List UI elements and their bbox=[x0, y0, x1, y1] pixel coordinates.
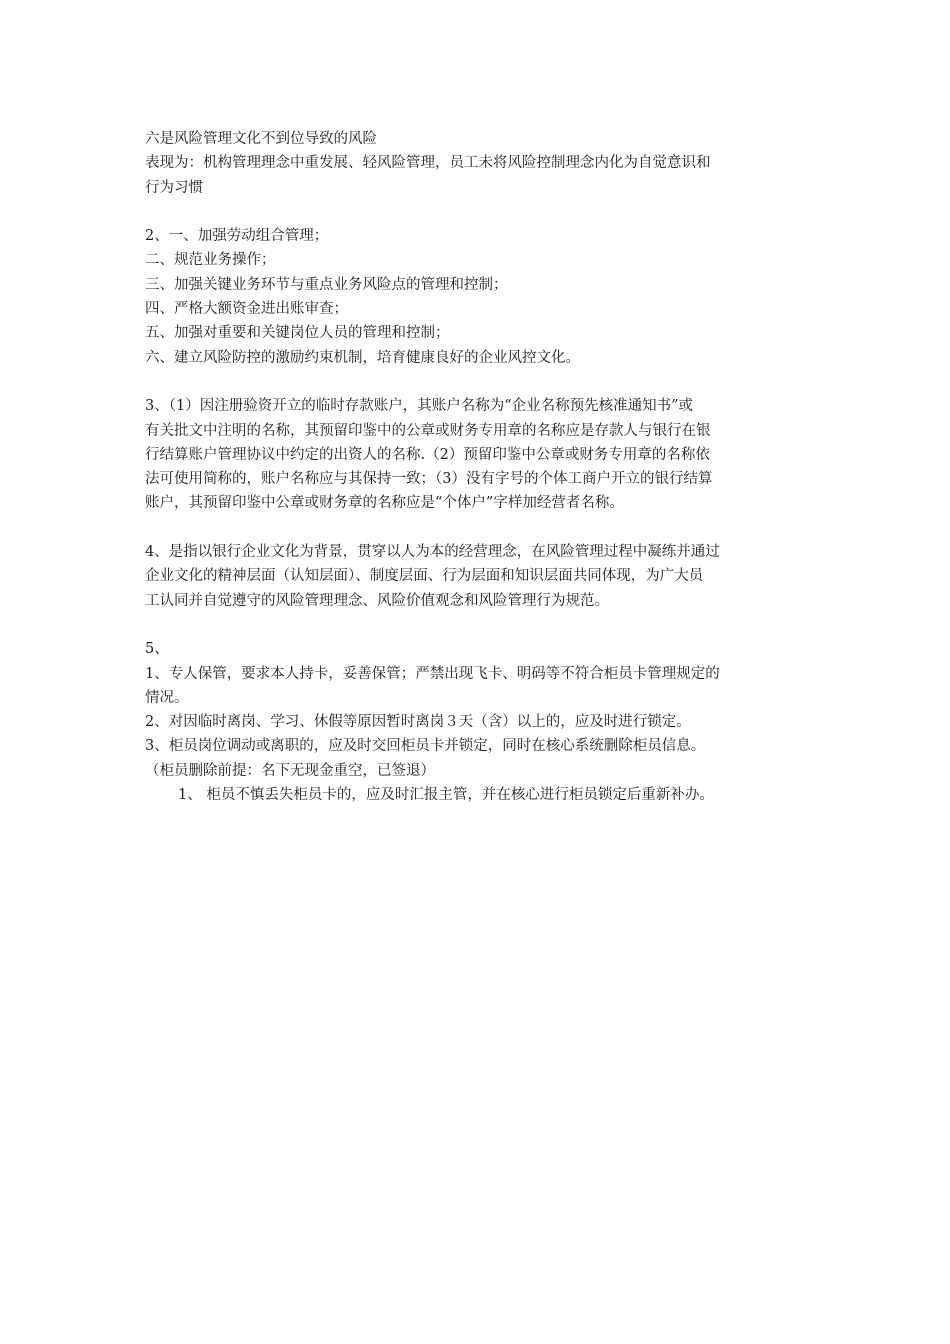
answer4-line: 企业文化的精神层面（认知层面）、制度层面、行为层面和知识层面共同体现，为广大员 bbox=[145, 568, 704, 585]
answer5-line: 2、对因临时离岗、学习、休假等原因暂时离岗３天（含）以上的，应及时进行锁定。 bbox=[145, 714, 691, 731]
answer5-line: 1、专人保管，要求本人持卡，妥善保管；严禁出现飞卡、明码等不符合柜员卡管理规定的 bbox=[145, 665, 720, 682]
answer3-line: 有关批文中注明的名称，其预留印鉴中的公章或财务专用章的名称应是存款人与银行在银 bbox=[145, 422, 711, 439]
answer5-line: 3、柜员岗位调动或离职的，应及时交回柜员卡并锁定，同时在核心系统删除柜员信息。 bbox=[145, 738, 706, 755]
paragraph-gap bbox=[145, 370, 815, 394]
section6-desc-line-1: 表现为：机构管理理念中重发展、轻风险管理，员工未将风险控制理念内化为自觉意识和 bbox=[145, 155, 711, 172]
answer5-indented-item: 1、 柜员不慎丢失柜员卡的，应及时汇报主管，并在核心进行柜员锁定后重新补办。 bbox=[178, 787, 714, 804]
answer3-line: 行结算账户管理协议中约定的出资人的名称.（2）预留印鉴中公章或财务专用章的名称依 bbox=[145, 446, 710, 463]
answer2-item: 四、严格大额资金进出账审查； bbox=[145, 301, 348, 318]
answer2-item: 六、建立风险防控的激励约束机制，培育健康良好的企业风控文化。 bbox=[145, 349, 580, 366]
document-page bbox=[145, 127, 815, 807]
paragraph-gap bbox=[145, 516, 815, 540]
answer2-item: 二、规范业务操作； bbox=[145, 252, 276, 269]
answer2-item: 2、一、加强劳动组合管理； bbox=[145, 228, 329, 245]
answer4-line: 4、是指以银行企业文化为背景，贯穿以人为本的经营理念，在风险管理过程中凝练并通过 bbox=[145, 544, 720, 561]
paragraph-gap bbox=[145, 200, 815, 224]
answer5-line: 情况。 bbox=[145, 689, 189, 706]
section6-title: 六是风险管理文化不到位导致的风险 bbox=[145, 131, 377, 147]
answer5-heading: 5、 bbox=[145, 641, 169, 658]
answer3-line: 3、（1）因注册验资开立的临时存款账户，其账户名称为“企业名称预先核准通知书”或 bbox=[145, 398, 694, 415]
answer5-line: （柜员删除前提：名下无现金重空，已签退） bbox=[145, 762, 435, 779]
answer4-line: 工认同并自觉遵守的风险管理理念、风险价值观念和风险管理行为规范。 bbox=[145, 592, 609, 609]
answer3-line: 账户，其预留印鉴中公章或财务章的名称应是“个体户”字样加经营者名称。 bbox=[145, 495, 624, 512]
section6-desc-line-2: 行为习惯 bbox=[145, 179, 203, 196]
paragraph-gap bbox=[145, 613, 815, 637]
answer3-line: 法可使用简称的，账户名称应与其保持一致；（3）没有字号的个体工商户开立的银行结算 bbox=[145, 471, 713, 488]
answer2-item: 三、加强关键业务环节与重点业务风险点的管理和控制； bbox=[145, 276, 508, 293]
answer2-item: 五、加强对重要和关键岗位人员的管理和控制； bbox=[145, 325, 450, 342]
